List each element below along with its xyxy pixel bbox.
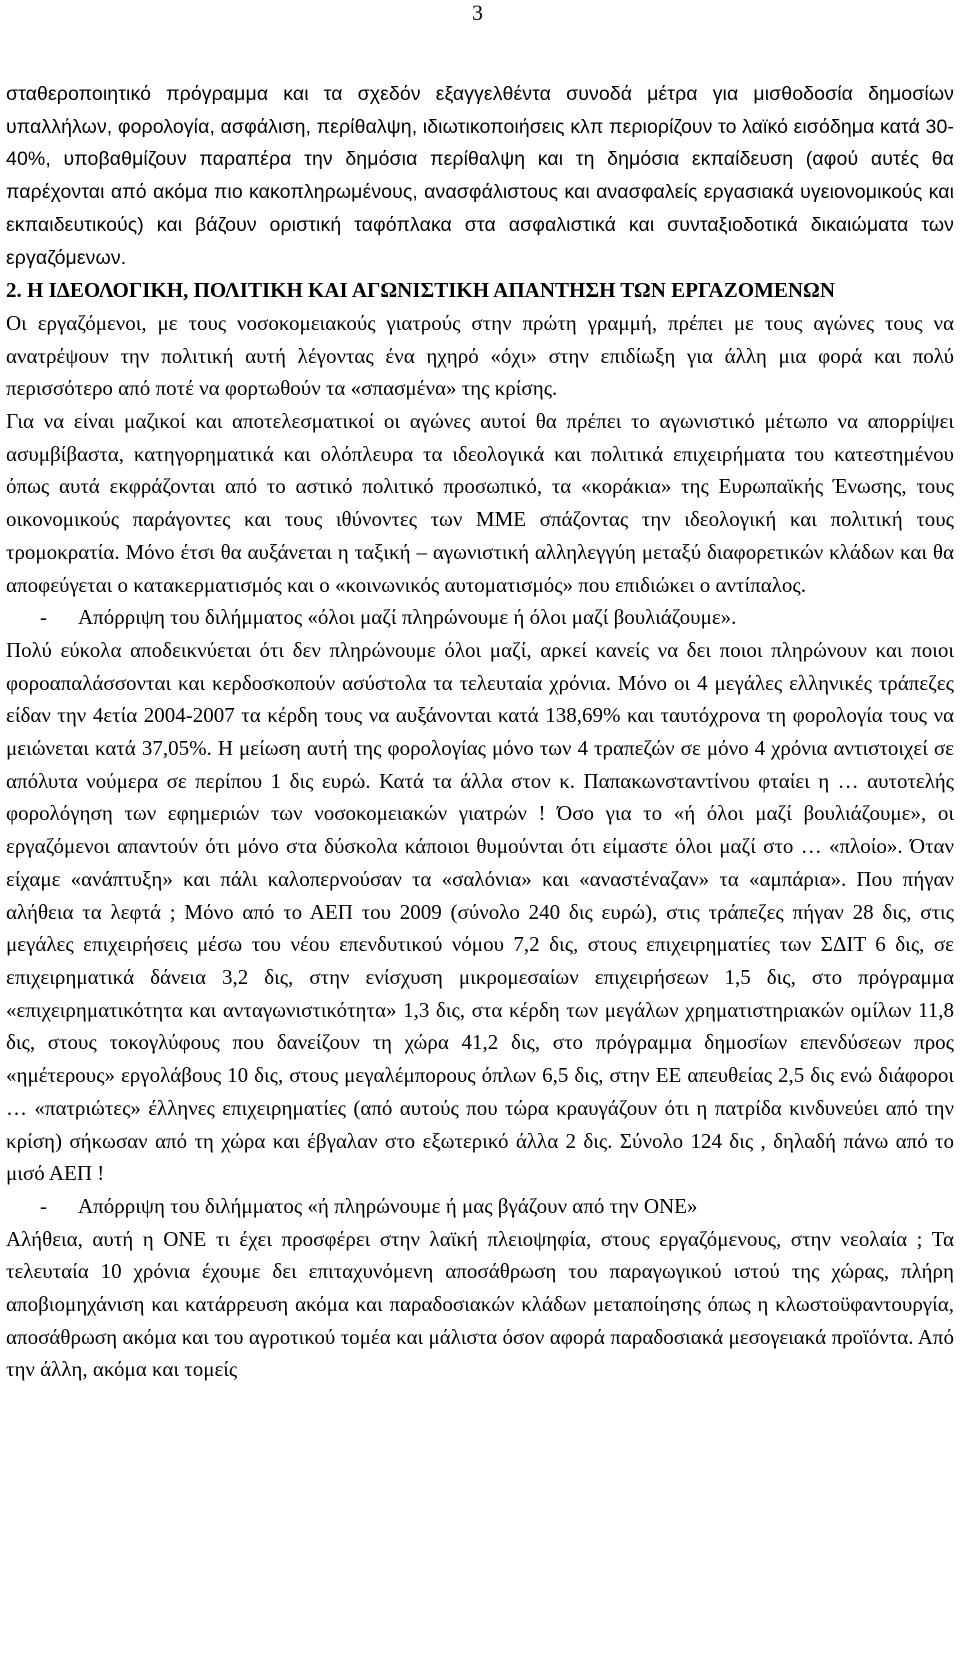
bullet-dash: -	[40, 605, 47, 630]
paragraph-emu-truth: Αλήθεια, αυτή η ΟΝΕ τι έχει προσφέρει στην λαϊκή πλειοψηφία, στους εργαζόμενους, στην νεολαία ; Τα τελευταία 10 χρόνια έχουμε δει επιταχυνόμενη αποσάθρωση του παραγωγικού ιστού της χώρας, πλήρη αποβιομηχάνιση και κατάρρευση ακόμα και παραδοσιακών κλάδων μεταποίησης όπως η κλωστοϋφαντουργία, αποσάθρωση ακόμα και του αγροτικού τομέα και μάλιστα όσον αφορά παραδοσιακά μεσογειακά προϊόντα. Από την άλλη, ακόμα και τομείς	[6, 1226, 954, 1382]
paragraph-mass-struggles: Για να είναι μαζικοί και αποτελεσματικοί οι αγώνες αυτοί θα πρέπει το αγωνιστικό μέτωπο να απορρίψει ασυμβίβαστα, κατηγορηματικά και ολόπλευρα τα ιδεολογικά και πολιτικά επιχειρήματα του κατεστημένου όπως αυτά εκφράζονται από το αστικό πολιτικό προσωπικό, τα «κοράκια» της Ευρωπαϊκής Ένωσης, τους οικονομικούς παράγοντες και τους ιθύνοντες των ΜΜΕ σπάζοντας την ιδεολογική και πολιτική τους τρομοκρατία. Μόνο έτσι θα αυξάνεται η ταξική – αγωνιστική αλληλεγγύη μεταξύ διαφορετικών κλάδων και θα αποφεύγεται ο κατακερματισμός και ο «κοινωνικός αυτοματισμός» που επιδιώκει ο αντίπαλος.	[6, 409, 954, 597]
bullet-text: Απόρριψη του διλήμματος «όλοι μαζί πληρώνουμε ή όλοι μαζί βουλιάζουμε».	[78, 605, 737, 630]
document-page	[6, 0, 954, 1660]
bullet-dash: -	[40, 1193, 47, 1218]
bullet-text: Απόρριψη του διλήμματος «ή πληρώνουμε ή μας βγάζουν από την ΟΝΕ»	[78, 1193, 698, 1218]
bullet-item-dilemma-pay-together	[6, 601, 954, 634]
paragraph-intro: σταθεροποιητικό πρόγραμμα και τα σχεδόν εξαγγελθέντα συνοδά μέτρα για μισθοδοσία δημοσίων υπαλλήλων, φορολογία, ασφάλιση, περίθαλψη, ιδιωτικοποιήσεις κλπ περιορίζουν το λαϊκό εισόδημα κατά 30-40%, υποβαθμίζουν παραπέρα την δημόσια περίθαλψη και τη δημόσια εκπαίδευση (αφού αυτές θα παρέχονται από ακόμα πιο κακοπληρωμένους, ανασφάλιστους και ανασφαλείς εργασιακά υγειονομικούς και εκπαιδευτικούς) και βάζουν οριστική ταφόπλακα στα ασφαλιστικά και συνταξιοδοτικά δικαιώματα των εργαζόμενων.	[6, 83, 954, 269]
bullet-item-dilemma-emu	[6, 1190, 954, 1223]
page-number: 3	[472, 0, 483, 25]
section-heading: 2. Η ΙΔΕΟΛΟΓΙΚΗ, ΠΟΛΙΤΙΚΗ ΚΑΙ ΑΓΩΝΙΣΤΙΚΗ ΑΠΑΝΤΗΣΗ ΤΩΝ ΕΡΓΑΖΟΜΕΝΩΝ	[6, 278, 836, 303]
paragraph-workers-response: Οι εργαζόμενοι, με τους νοσοκομειακούς γιατρούς στην πρώτη γραμμή, πρέπει με τους αγώνες τους να ανατρέψουν την πολιτική αυτή λέγοντας ένα ηχηρό «όχι» στην επιδίωξη για άλλη μια φορά και πολύ περισσότερο από ποτέ να φορτωθούν τα «σπασμένα» της κρίσης.	[6, 310, 954, 401]
paragraph-who-pays: Πολύ εύκολα αποδεικνύεται ότι δεν πληρώνουμε όλοι μαζί, αρκεί κανείς να δει ποιοι πληρώνουν και ποιοι φοροαπαλάσσονται και κερδοσκοπούν ασύστολα τα τελευταία χρόνια. Μόνο οι 4 μεγάλες ελληνικές τράπεζες είδαν την 4ετία 2004-2007 τα κέρδη τους να αυξάνονται κατά 138,69% και ταυτόχρονα τη φορολογία τους να μειώνεται κατά 37,05%. Η μείωση αυτή της φορολογίας μόνο των 4 τραπεζών σε μόνο 4 χρόνια αντιστοιχεί σε απόλυτα νούμερα σε περίπου 1 δις ευρώ. Κατά τα άλλα στον κ. Παπακωνσταντίνου φταίει η … αυτοτελής φορολόγηση των εφημεριών των νοσοκομειακών γιατρών ! Όσο για το «ή όλοι μαζί βουλιάζουμε», οι εργαζόμενοι απαντούν ότι μόνο στα δύσκολα κάποιοι θυμούνται ότι είμαστε όλοι μαζί στο … «πλοίο». Όταν είχαμε «ανάπτυξη» και πάλι καλοπερνούσαν τα «σαλόνια» και «αναστέναζαν» τα «αμπάρια». Που πήγαν αλήθεια τα λεφτά ; Μόνο από το ΑΕΠ του 2009 (σύνολο 240 δις ευρώ), στις τράπεζες πήγαν 28 δις, στις μεγάλες επιχειρήσεις μέσω του νέου επενδυτικού νόμου 7,2 δις, στους επιχειρηματίες των ΣΔΙΤ 6 δις, σε επιχειρηματικά δάνεια 3,2 δις, στην ενίσχυση μικρομεσαίων επιχειρήσεων 1,5 δις, στο πρόγραμμα «επιχειρηματικότητα και ανταγωνιστικότητα» 1,3 δις, στα κέρδη των μεγάλων χρηματιστηριακών ομίλων 11,8 δις, στους τοκογλύφους που δανείζουν τη χώρα 41,2 δις, στο πρόγραμμα δημοσίων επενδύσεων προς «ημέτερους» εργολάβους 10 δις, στους μεγαλέμπορους όπλων 6,5 δις, στην ΕΕ απευθείας 2,5 δις ενώ διάφοροι … «πατριώτες» έλληνες επιχειρηματίες (από αυτούς που τώρα κραυγάζουν ότι η πατρίδα κινδυνεύει από την κρίση) σήκωσαν από τη χώρα και έβγαλαν στο εξωτερικό άλλα 2 δις. Σύνολο 124 δις , δηλαδή πάνω από το μισό ΑΕΠ !	[6, 637, 954, 1186]
document-body	[6, 78, 954, 1386]
